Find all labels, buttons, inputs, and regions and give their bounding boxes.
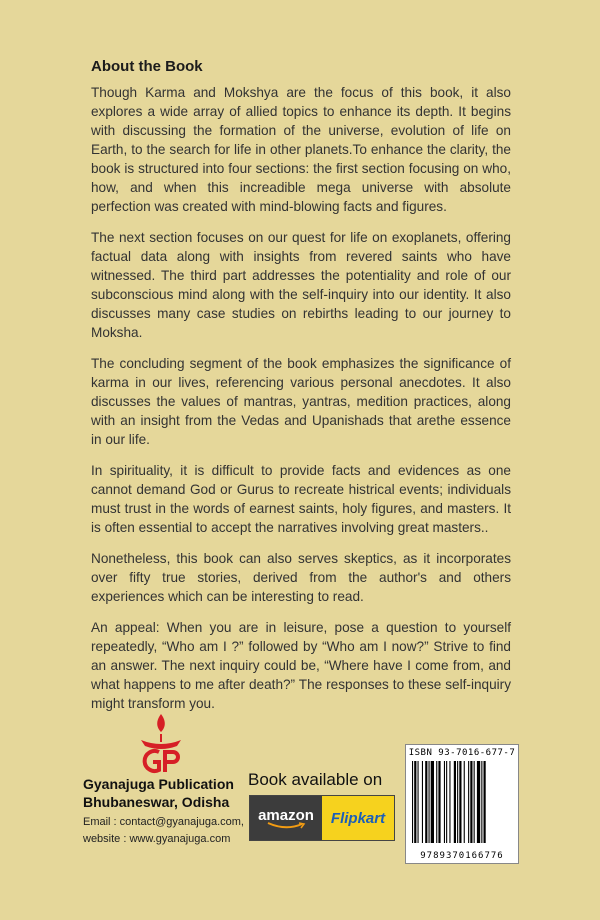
barcode-bars (412, 761, 512, 843)
barcode-bar (431, 761, 434, 843)
amazon-logo (250, 796, 322, 840)
barcode-bar (436, 761, 437, 843)
barcode-bar (425, 761, 427, 843)
barcode-bar (418, 761, 419, 843)
barcode-bar (481, 761, 482, 843)
barcode-bar (454, 761, 456, 843)
barcode-bar (459, 761, 461, 843)
barcode-bar (446, 761, 447, 843)
publisher-website: website : www.gyanajuga.com (83, 833, 231, 845)
barcode-bar (468, 761, 469, 843)
paragraph: An appeal: When you are in leisure, pose a question to yourself repeatedly, “Who am I ?” followed by “Who am I now?” Strive to find an answer. The next inquiry could be, “Where have I come from, and what happens to me after death?” The responses to these self-inquiry might transform you. (91, 620, 511, 711)
section-heading: About the Book (91, 58, 203, 75)
isbn-text: ISBN 93-7016-677-7 (408, 748, 516, 758)
store-logos (249, 795, 395, 841)
publisher-logo-icon (133, 712, 189, 774)
barcode-bar (412, 761, 413, 843)
publisher-name: Gyanajuga Publication (83, 776, 234, 792)
about-section (91, 58, 511, 725)
barcode-bar (449, 761, 450, 843)
flipkart-logo (322, 796, 394, 840)
publisher-location: Bhubaneswar, Odisha (83, 794, 230, 810)
barcode-bar (464, 761, 465, 843)
barcode-bar (477, 761, 480, 843)
barcode-bar (414, 761, 416, 843)
barcode-bar (444, 761, 445, 843)
barcode-bar (474, 761, 475, 843)
barcode-number: 9789370166776 (420, 851, 504, 861)
paragraph: The next section focuses on our quest for life on exoplanets, offering factual data along with insights from revered saints who have witnessed. The third part addresses the potentiality and role of our subconscious mind along with the self-inquiry into our identity. It also discusses many case studies on rebirths leading to our journey to Moksha. (91, 230, 511, 340)
publisher-email: Email : contact@gyanajuga.com, (83, 816, 244, 828)
barcode-bar (438, 761, 440, 843)
barcode-bar (457, 761, 458, 843)
barcode-bar (484, 761, 486, 843)
amazon-label: amazon (258, 806, 314, 824)
barcode-bar (470, 761, 472, 843)
barcode-bar (429, 761, 430, 843)
barcode-bar (422, 761, 423, 843)
paragraph: The concluding segment of the book emphasizes the significance of karma in our lives, referencing various personal anecdotes. It also discusses the values of mantras, yantras, medition practices, along with an insight from the Vedas and Upanishads that arethe essence in our life. (91, 356, 511, 447)
availability-label: Book available on (248, 770, 383, 789)
flipkart-label: Flipkart (330, 809, 386, 827)
barcode (405, 744, 519, 864)
paragraph: Nonetheless, this book can also serves skeptics, as it incorporates over fifty true stories, derived from the author's and others experiences which can be interesting to read. (91, 551, 511, 604)
paragraph: In spirituality, it is difficult to provide facts and evidences as one cannot demand God or Gurus to recreate histrical events; individuals must trust in the words of earnest saints, holy figures, and masters. It is often essential to accept the narratives involving great masters.. (91, 463, 511, 535)
amazon-smile-icon (264, 822, 308, 830)
paragraph: Though Karma and Mokshya are the focus of this book, it also explores a wide array of allied topics to enhance its depth. It begins with discussing the formation of the universe, evolution of life on Earth, to the search for life in other planets.To enhance the clarity, the book is structured into four sections: the first section focusing on who, how, and when this increadible mega universe with absolute perfection was created with mind-blowing facts and figures. (91, 85, 511, 214)
